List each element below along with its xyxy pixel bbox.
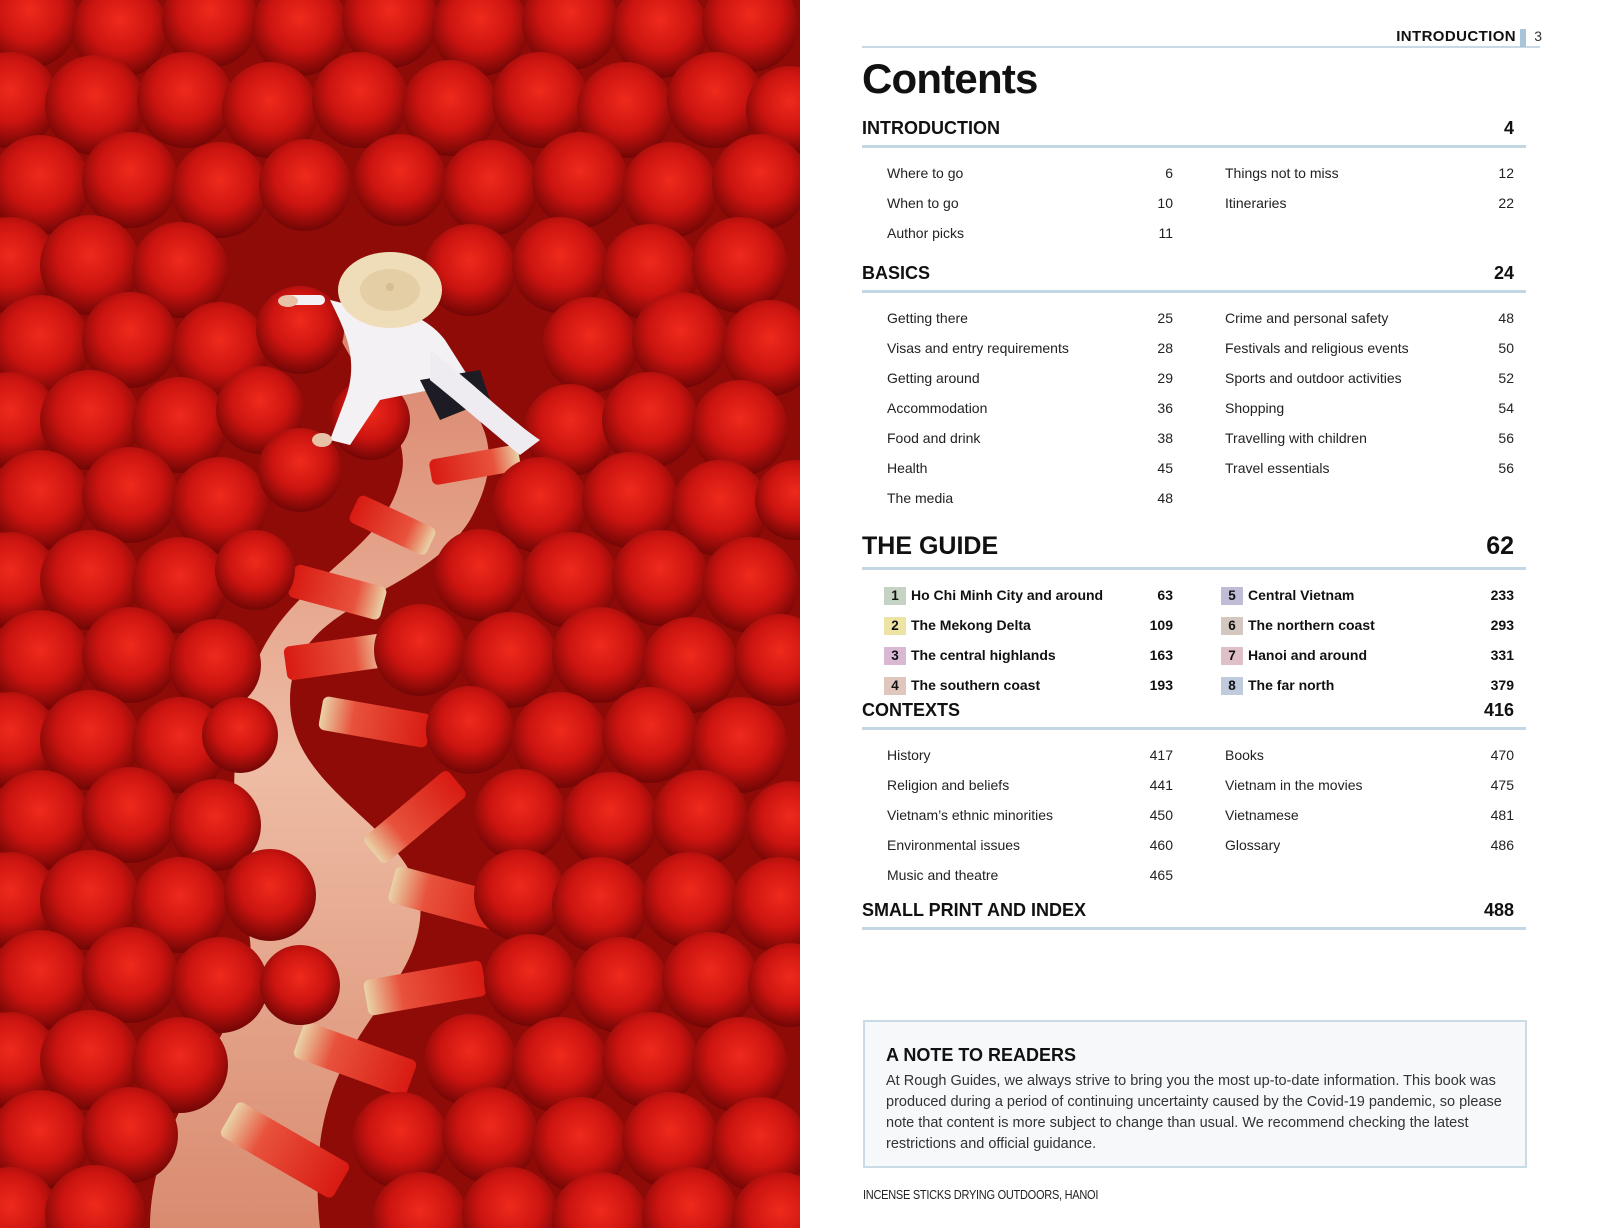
entry-page: 36 xyxy=(1157,400,1173,416)
toc-entry[interactable] xyxy=(862,190,1205,220)
entry-page: 56 xyxy=(1498,430,1514,446)
entry-label: Music and theatre xyxy=(887,867,999,883)
entry-label: The media xyxy=(887,490,954,506)
entry-page: 11 xyxy=(1158,225,1173,241)
entry-label: Vietnam’s ethnic minorities xyxy=(887,807,1054,823)
entry-label: Vietnam in the movies xyxy=(1225,777,1363,793)
entry-page: 10 xyxy=(1157,195,1173,211)
entry-page: 38 xyxy=(1157,430,1173,446)
entry-page: 22 xyxy=(1498,195,1514,211)
chapter-label: The central highlands xyxy=(911,647,1056,663)
chapter-number-badge: 3 xyxy=(884,647,906,665)
section-page: 416 xyxy=(1483,700,1514,720)
chapter-label: Ho Chi Minh City and around xyxy=(911,587,1104,603)
chapter-number-badge: 5 xyxy=(1221,587,1243,605)
section-heading[interactable] xyxy=(862,534,1526,570)
entry-label: Where to go xyxy=(887,165,964,181)
chapter-number-badge: 2 xyxy=(884,617,906,635)
note-title: A NOTE TO READERS xyxy=(886,1045,1077,1065)
section-page: 62 xyxy=(1486,532,1514,560)
toc-entry[interactable] xyxy=(1205,832,1526,862)
entry-page: 486 xyxy=(1490,837,1514,853)
chapter-page: 63 xyxy=(1157,587,1173,603)
toc-entry[interactable] xyxy=(862,862,1205,892)
entry-label: Shopping xyxy=(1225,400,1285,416)
chapter-page: 193 xyxy=(1149,677,1173,693)
entry-page: 450 xyxy=(1149,807,1173,823)
entry-page: 6 xyxy=(1165,165,1173,181)
entry-page: 441 xyxy=(1149,777,1173,793)
page-title: Contents xyxy=(862,55,1038,102)
entry-label: Travelling with children xyxy=(1225,430,1367,446)
entry-page: 29 xyxy=(1157,370,1173,386)
section-heading[interactable] xyxy=(862,118,1526,148)
entry-label: Visas and entry requirements xyxy=(887,340,1069,356)
toc-entry[interactable] xyxy=(1205,365,1526,395)
toc-entry[interactable] xyxy=(862,395,1205,425)
photo-caption: INCENSE STICKS DRYING OUTDOORS, HANOI xyxy=(863,1188,1099,1202)
toc-entry[interactable] xyxy=(862,160,1205,190)
entry-page: 465 xyxy=(1149,867,1173,883)
chapter-label: The Mekong Delta xyxy=(911,617,1031,633)
section-title: CONTEXTS xyxy=(862,700,961,720)
section-the-guide xyxy=(862,534,1526,702)
section-heading[interactable] xyxy=(862,700,1526,730)
entry-label: Getting around xyxy=(887,370,980,386)
section-title: BASICS xyxy=(862,263,931,283)
chapter-page: 293 xyxy=(1490,617,1514,633)
entry-label: Food and drink xyxy=(887,430,981,446)
chapter-number-badge: 1 xyxy=(884,587,906,605)
toc-entry[interactable] xyxy=(1205,742,1526,772)
section-page: 488 xyxy=(1483,900,1514,920)
entry-page: 54 xyxy=(1498,400,1514,416)
section-basics xyxy=(862,263,1526,515)
guide-chapter[interactable] xyxy=(862,672,1205,702)
toc-entry[interactable] xyxy=(1205,160,1526,190)
entry-page: 50 xyxy=(1498,340,1514,356)
chapter-number-badge: 7 xyxy=(1221,647,1243,665)
toc-entry[interactable] xyxy=(862,455,1205,485)
chapter-number-badge: 8 xyxy=(1221,677,1243,695)
toc-entry[interactable] xyxy=(862,365,1205,395)
toc-entry[interactable] xyxy=(862,742,1205,772)
toc-entry[interactable] xyxy=(862,802,1205,832)
chapter-page: 163 xyxy=(1149,647,1173,663)
toc-entry[interactable] xyxy=(1205,305,1526,335)
toc-entry[interactable] xyxy=(1205,395,1526,425)
chapter-number-badge: 4 xyxy=(884,677,906,695)
section-introduction xyxy=(862,118,1526,250)
entry-page: 45 xyxy=(1157,460,1173,476)
chapter-page: 233 xyxy=(1490,587,1514,603)
chapter-page: 109 xyxy=(1149,617,1173,633)
toc-entry[interactable] xyxy=(1205,425,1526,455)
entry-page: 417 xyxy=(1149,747,1173,763)
entry-page: 481 xyxy=(1490,807,1514,823)
toc-entry[interactable] xyxy=(1205,190,1526,220)
chapter-label: The far north xyxy=(1248,677,1335,693)
toc-entry[interactable] xyxy=(1205,772,1526,802)
entry-label: History xyxy=(887,747,931,763)
toc-entry[interactable] xyxy=(862,335,1205,365)
entry-page: 52 xyxy=(1498,370,1514,386)
guide-chapter[interactable] xyxy=(862,612,1205,642)
toc-entry[interactable] xyxy=(862,425,1205,455)
entry-label: Religion and beliefs xyxy=(887,777,1010,793)
note-body: At Rough Guides, we always strive to bring you the most up-to-date information. This book was produced during a period of continuing uncertainty caused by the Covid-19 pandemic, so please note that content is more subject to change than usual. We recommend checking the latest restrictions and official guidance. xyxy=(886,1073,1502,1152)
toc-entry[interactable] xyxy=(862,832,1205,862)
toc-entry[interactable] xyxy=(862,485,1205,515)
toc-entry[interactable] xyxy=(862,305,1205,335)
running-head-label: INTRODUCTION xyxy=(1396,28,1516,45)
running-head-bar xyxy=(1520,29,1526,47)
entry-label: Crime and personal safety xyxy=(1225,310,1389,326)
entry-label: Accommodation xyxy=(887,400,988,416)
toc-entry[interactable] xyxy=(1205,802,1526,832)
chapter-label: Central Vietnam xyxy=(1248,587,1355,603)
note-to-readers-box xyxy=(863,1020,1527,1168)
entry-label: Author picks xyxy=(887,225,965,241)
entry-label: Sports and outdoor activities xyxy=(1225,370,1402,386)
guide-chapter[interactable] xyxy=(1205,672,1526,702)
entry-label: Travel essentials xyxy=(1225,460,1330,476)
guide-chapter[interactable] xyxy=(1205,642,1526,672)
chapter-label: The northern coast xyxy=(1248,617,1375,633)
guide-chapter[interactable] xyxy=(862,582,1205,612)
contents-page xyxy=(800,0,1600,1228)
entry-page: 475 xyxy=(1490,777,1514,793)
running-head xyxy=(862,28,1540,48)
entry-label: Environmental issues xyxy=(887,837,1021,853)
entry-label: Itineraries xyxy=(1225,195,1287,211)
page-number: 3 xyxy=(1534,28,1542,44)
chapter-number-badge: 6 xyxy=(1221,617,1243,635)
section-title: THE GUIDE xyxy=(862,532,999,560)
entry-page: 25 xyxy=(1157,310,1173,326)
entry-label: Glossary xyxy=(1225,837,1281,853)
guide-chapter[interactable] xyxy=(1205,612,1526,642)
entry-page: 48 xyxy=(1157,490,1173,506)
toc-entry[interactable] xyxy=(1205,335,1526,365)
section-heading[interactable] xyxy=(862,900,1526,930)
entry-page: 28 xyxy=(1157,340,1173,356)
toc-entry[interactable] xyxy=(1205,455,1526,485)
entry-label: Health xyxy=(887,460,928,476)
section-title: SMALL PRINT AND INDEX xyxy=(862,900,1087,920)
entry-page: 470 xyxy=(1490,747,1514,763)
section-page: 4 xyxy=(1503,118,1514,138)
chapter-label: Hanoi and around xyxy=(1248,647,1367,663)
entry-label: Getting there xyxy=(887,310,968,326)
section-heading[interactable] xyxy=(862,263,1526,293)
entry-page: 48 xyxy=(1498,310,1514,326)
guide-chapter[interactable] xyxy=(1205,582,1526,612)
entry-label: Things not to miss xyxy=(1225,165,1339,181)
toc-entry[interactable] xyxy=(862,772,1205,802)
entry-label: Books xyxy=(1225,747,1264,763)
chapter-page: 331 xyxy=(1490,647,1514,663)
entry-label: Festivals and religious events xyxy=(1225,340,1409,356)
section-title: INTRODUCTION xyxy=(862,118,1000,138)
entry-page: 56 xyxy=(1498,460,1514,476)
entry-label: When to go xyxy=(887,195,959,211)
section-page: 24 xyxy=(1493,263,1514,283)
toc-entry[interactable] xyxy=(862,220,1205,250)
guide-chapter[interactable] xyxy=(862,642,1205,672)
section-contexts xyxy=(862,700,1526,892)
chapter-label: The southern coast xyxy=(911,677,1041,693)
entry-page: 12 xyxy=(1498,165,1514,181)
entry-label: Vietnamese xyxy=(1225,807,1299,823)
section-small-print xyxy=(862,900,1526,930)
entry-page: 460 xyxy=(1149,837,1173,853)
chapter-page: 379 xyxy=(1490,677,1514,693)
